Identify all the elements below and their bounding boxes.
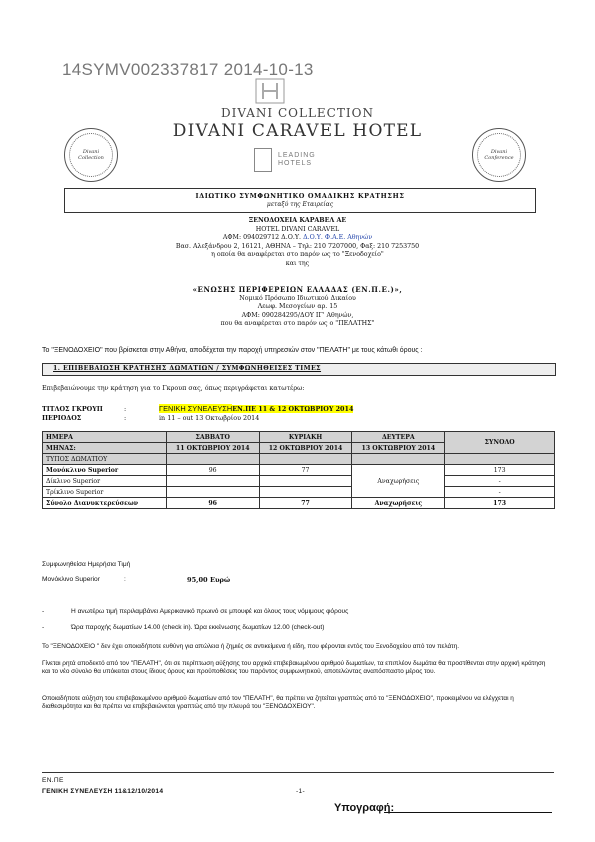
bullet-dash-1: - [42, 608, 45, 615]
confirm-text: Επιβεβαιώνουμε την κράτηση για το Γκρουπ σας, όπως περιγράφεται κατωτέρω: [42, 384, 305, 392]
signature-label: Υπογραφή: [334, 802, 395, 814]
bullet-text-1: Η ανωτέρω τιμή περιλαμβάνει Αμερικανικό πρωινό σε μπουφέ και όλους τους νόμιμους φόρους [71, 608, 349, 615]
table-row: ΜΗΝΑΣ: 11 ΟΚΤΩΒΡΙΟΥ 2014 12 ΟΚΤΩΒΡΙΟΥ 2014 13 ΟΚΤΩΒΡΙΟΥ 2014 [43, 443, 555, 454]
bullet-text-2: Ώρα παροχής δωματίων 14.00 (check in). Ώρα εκκένωσης δωματίων 12.00 (check-out) [71, 624, 325, 631]
table-row: Δίκλινο Superior - [43, 476, 555, 487]
party-client-block: «ΕΝΩΣΗΣ ΠΕΡΙΦΕΡΕΙΩΝ ΕΛΛΑΔΑΣ (ΕΝ.Π.Ε.)», Νομικό Πρόσωπο Ιδιωτικού Δικαίου Λεωφ. Μεσογείων αρ. 15 ΑΦΜ: 090284295/ΔΟΥ ΙΓ' Αθηνών, που θα αναφέρεται στο παρόν ως ο "ΠΕΛΑΤΗΣ" [192, 285, 403, 328]
section-1-heading-box [42, 363, 556, 376]
paragraph-liability: Το "ΞΕΝΟΔΟΧΕΙΟ " δεν έχει οποιαδήποτε ευθύνη για απώλεια ή ζημιές σε αντικείμενα ή είδη, που φέρονται εντός του Ξενοδοχείου από τον πελάτη. [42, 643, 460, 650]
leading-hotels-logo: LEADING HOTELS [254, 148, 316, 172]
paragraph-written-request: Οποιαδήποτε αύξηση του επιβεβαιωμένου αριθμού δωματίων από τον "ΠΕΛΑΤΗ", θα πρέπει να ζητείται γραπτώς από το "ΞΕΝΟΔΟΧΕΙΟ", προκειμένου να ελέγχεται η διαθεσιμότητα και θα πρέπει να επιβεβαιώνεται γραπτώς από την πλευρά του "ΞΕΝΟΔΟΧΕΙΟΥ". [42, 695, 514, 711]
footer-page-number: -1- [296, 788, 305, 795]
brand-hotel-name: DIVANI CARAVEL HOTEL [172, 121, 423, 141]
intro-text: Το "ΞΕΝΟΔΟΧΕΙΟ" που βρίσκεται στην Αθήνα, αποδέχεται την παροχή υπηρεσιών στον "ΠΕΛΑΤΗ" με τους κάτωθι όρους : [42, 347, 423, 354]
table-row: Σύνολο Διανυκτερεύσεων 96 77 Αναχωρήσεις 173 [43, 498, 555, 509]
agreement-subtitle: μεταξύ της Εταιρείας [266, 201, 334, 208]
footer-event: ΓΕΝΙΚΗ ΣΥΝΕΛΕΥΣΗ 11&12/10/2014 [42, 788, 164, 795]
table-row: ΤΥΠΟΣ ΔΩΜΑΤΙΟΥ [43, 454, 555, 465]
rate-heading: Συμφωνηθείσα Ημερήσια Τιμή [42, 561, 131, 568]
brand-collection: DIVANI COLLECTION [221, 106, 374, 120]
document-id-stamp: 14SYMV002337817 2014-10-13 [62, 60, 314, 79]
bullet-dash-2: - [42, 624, 45, 631]
booking-table [42, 431, 555, 509]
agreement-title: ΙΔΙΩΤΙΚΟ ΣΥΜΦΩΝΗΤΙΚΟ ΟΜΑΔΙΚΗΣ ΚΡΑΤΗΣΗΣ [195, 192, 405, 200]
party-hotel-block: ΞΕΝΟΔΟΧΕΙΑ ΚΑΡΑΒΕΛ ΑΕ HOTEL DIVANI CARAVEL ΑΦΜ: 094029712 Δ.Ο.Υ. Δ.Ο.Υ. Φ.Α.Ε. Αθηνών Βασ. Αλεξάνδρου 2, 16121, ΑΘΗΝΑ – Τηλ: 210 7207000, Φαξ: 210 7253750 η οποία θα αναφέρεται στο παρόν ως το "Ξενοδοχείο" και της [175, 217, 420, 267]
table-row: Τρίκλινο Superior - [43, 487, 555, 498]
left-seal-logo: Divani Collection [64, 128, 118, 182]
section-1-heading: 1. ΕΠΙΒΕΒΑΙΩΣΗ ΚΡΑΤΗΣΗΣ ΔΩΜΑΤΙΩΝ / ΣΥΜΦΩΝΗΘΕΙΣΕΣ ΤΙΜΕΣ [53, 365, 322, 372]
table-row: Μονόκλινο Superior 96 77 Αναχωρήσεις 173 [43, 465, 555, 476]
agreement-title-box [64, 188, 536, 213]
footer-org: ΕΝ.ΠΕ [42, 777, 64, 784]
leading-hotels-icon [254, 148, 272, 172]
paragraph-room-increase: Γίνεται ρητά αποδεκτό από τον "ΠΕΛΑΤΗ", ότι σε περίπτωση αύξησης του αρχικά επιβεβαιωμένου αριθμού δωματίων, τα επιπλέον δωμάτια θα προστίθενται στην αρχική κράτηση και το νέο σύνολο θα υπόκειται στους ίδιους όρους και προϋποθέσεις του παρόντος συμφωνητικού, αποτελώντας αναπόσπαστο μέρος του. [42, 660, 546, 676]
footer-divider [42, 772, 554, 773]
table-row: ΗΜΕΡΑ ΣΑΒΒΑΤΟ ΚΥΡΙΑΚΗ ΔΕΥΤΕΡΑ ΣΥΝΟΛΟ [43, 432, 555, 443]
divani-emblem-icon [255, 78, 285, 104]
right-seal-logo: Divani Conference [472, 128, 526, 182]
signature-line[interactable] [384, 812, 552, 813]
